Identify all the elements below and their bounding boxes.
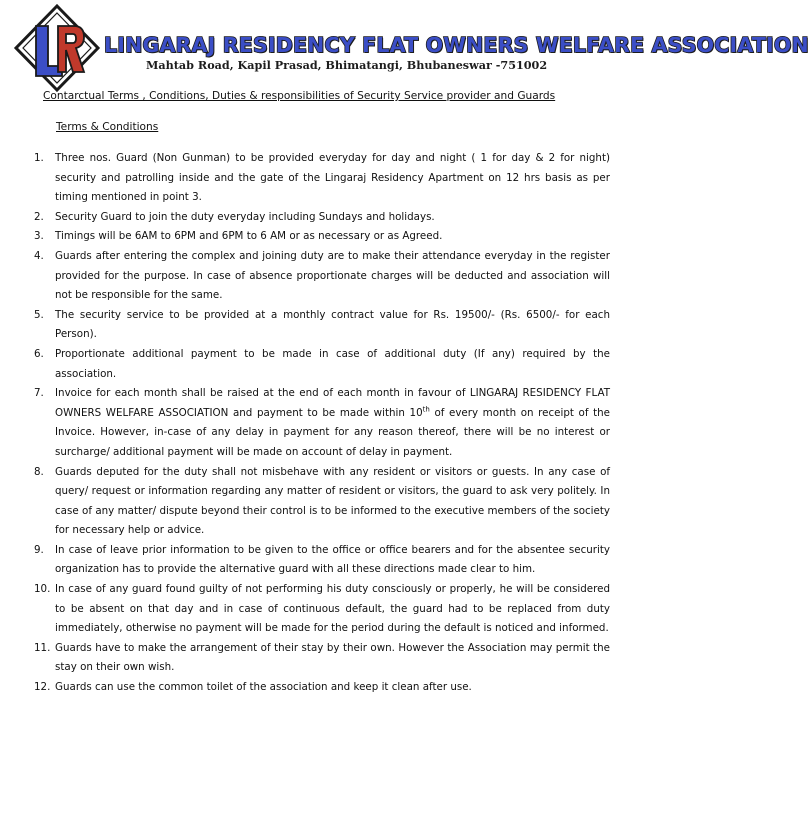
term-item bbox=[34, 639, 610, 678]
organization-address: Mahtab Road, Kapil Prasad, Bhimatangi, Bhubaneswar -751002 bbox=[146, 58, 548, 72]
term-number: 3. bbox=[34, 230, 44, 243]
superscript: th bbox=[422, 405, 430, 414]
term-number: 9. bbox=[34, 543, 44, 556]
organization-name: LINGARAJ RESIDENCY FLAT OWNERS WELFARE ASSOCIATION bbox=[104, 33, 809, 57]
term-text bbox=[55, 384, 610, 462]
term-text-part: Invoice for each month shall be raised at the end of each month in favour of LINGARAJ RESIDENCY FLAT OWNERS WELFARE ASSOCIATION and payment to be made within 10 bbox=[55, 387, 610, 419]
term-text: Guards deputed for the duty shall not misbehave with any resident or visitors or guests. In any case of query/ request or information regarding any matter of resident or visitors, the guard to ask very politely. In case of any matter/ dispute beyond their control is to be informed to the executive members of the society for necessary help or advice. bbox=[55, 465, 610, 537]
term-text: Guards can use the common toilet of the association and keep it clean after use. bbox=[55, 681, 472, 694]
term-number: 7. bbox=[34, 387, 44, 400]
term-text: Proportionate additional payment to be made in case of additional duty (If any) required by the association. bbox=[55, 347, 610, 380]
term-item bbox=[34, 208, 610, 228]
term-number: 12. bbox=[34, 681, 51, 694]
term-number: 11. bbox=[34, 641, 51, 654]
term-number: 4. bbox=[34, 249, 44, 262]
term-text: The security service to be provided at a monthly contract value for Rs. 19500/- (Rs. 6500/- for each Person). bbox=[55, 308, 610, 341]
term-number: 6. bbox=[34, 347, 44, 360]
term-item bbox=[34, 247, 610, 306]
term-item bbox=[34, 227, 610, 247]
term-text: Three nos. Guard (Non Gunman) to be provided everyday for day and night ( 1 for day & 2 for night) security and patrolling inside and the gate of the Lingaraj Residency Apartment on 12 hrs basis as per timing mentioned in point 3. bbox=[55, 152, 610, 204]
term-text: Guards after entering the complex and joining duty are to make their attendance everyday in the register provided for the purpose. In case of absence proportionate charges will be deducted and association will not be responsible for the same. bbox=[55, 249, 610, 302]
term-item bbox=[34, 463, 610, 541]
terms-list bbox=[34, 149, 610, 698]
term-number: 8. bbox=[34, 465, 44, 478]
term-item bbox=[34, 580, 610, 639]
term-item bbox=[34, 345, 610, 384]
term-number: 5. bbox=[34, 308, 44, 321]
term-text: Guards have to make the arrangement of their stay by their own. However the Association may permit the stay on their own wish. bbox=[55, 641, 610, 674]
term-text: Timings will be 6AM to 6PM and 6PM to 6 AM or as necessary or as Agreed. bbox=[55, 230, 443, 243]
term-text: In case of leave prior information to be given to the office or office bearers and for the absentee security organization has to provide the alternative guard with all these directions made clear to him. bbox=[55, 543, 610, 576]
term-item bbox=[34, 149, 610, 208]
term-item bbox=[34, 384, 610, 462]
term-number: 1. bbox=[34, 152, 44, 164]
association-logo-icon bbox=[14, 4, 100, 92]
document-title: Contarctual Terms , Conditions, Duties & responsibilities of Security Service provider and Guards bbox=[43, 90, 556, 102]
term-number: 2. bbox=[34, 210, 44, 223]
term-item bbox=[34, 678, 610, 698]
term-number: 10. bbox=[34, 583, 51, 596]
term-item bbox=[34, 306, 610, 345]
term-text-part: of every month on receipt of the Invoice. However, in-case of any delay in payment for any reason thereof, there will be no interest or surcharge/ additional payment will be made on account of delay in payment. bbox=[55, 406, 610, 458]
term-text: In case of any guard found guilty of not performing his duty consciously or properly, he will be considered to be absent on that day and in case of continuous default, the guard had to be replaced from duty immediately, otherwise no payment will be made for the period during the default is noticed and informed. bbox=[55, 583, 610, 635]
term-text: Security Guard to join the duty everyday including Sundays and holidays. bbox=[55, 210, 435, 223]
term-item bbox=[34, 541, 610, 580]
section-heading: Terms & Conditions bbox=[56, 121, 159, 133]
